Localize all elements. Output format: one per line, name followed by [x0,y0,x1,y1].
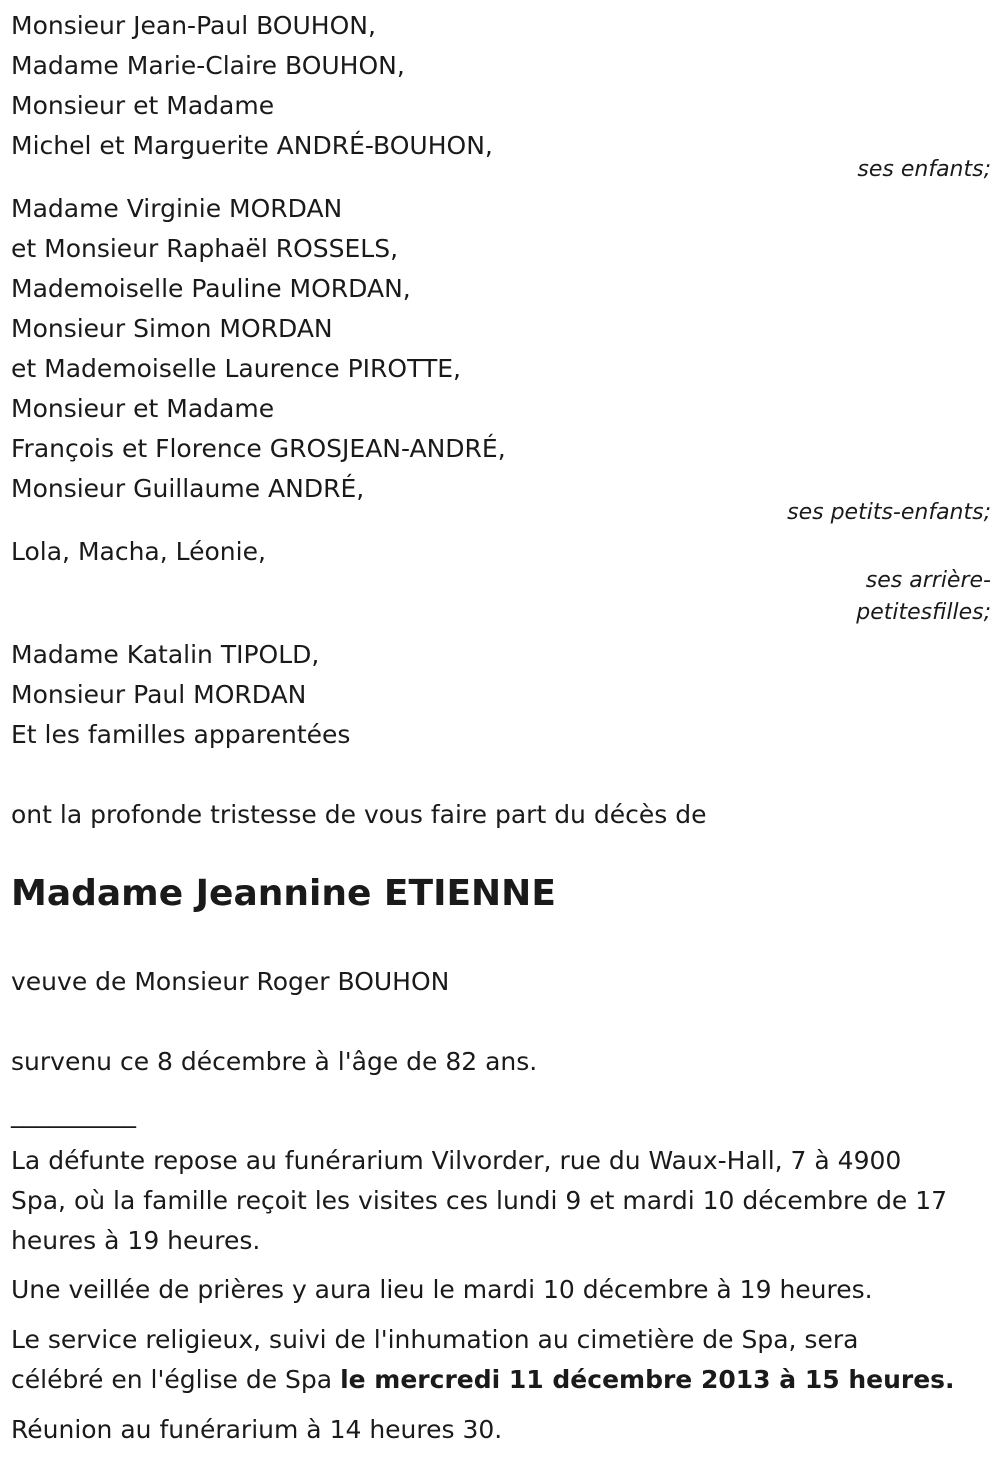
visitation-line: Spa, où la famille reçoit les visites ces lundi 9 et mardi 10 décembre de 17 [11,1186,948,1215]
family-member: Mademoiselle Pauline MORDAN, [11,274,411,303]
separator: __________ [11,1099,136,1128]
family-member: Monsieur Guillaume ANDRÉ, [11,474,365,503]
family-member: Et les familles apparentées [11,720,351,749]
family-member: Monsieur et Madame [11,91,275,120]
family-member: et Monsieur Raphaël ROSSELS, [11,234,399,263]
grandchildren-role: ses petits-enfants; [787,500,991,525]
visitation-line: La défunte repose au funérarium Vilvorder, rue du Waux-Hall, 7 à 4900 [11,1146,902,1175]
great-grandchildren: Lola, Macha, Léonie, [11,537,266,566]
family-member: Madame Marie-Claire BOUHON, [11,51,405,80]
family-member: Monsieur et Madame [11,394,275,423]
family-member: Madame Virginie MORDAN [11,194,343,223]
service-line: Le service religieux, suivi de l'inhumation au cimetière de Spa, sera [11,1325,859,1354]
role-line: petitesfilles; [856,600,991,625]
family-member: Madame Katalin TIPOLD, [11,640,320,669]
visitation-info [11,1141,947,1261]
family-member: Michel et Marguerite ANDRÉ-BOUHON, [11,131,493,160]
children-list [11,6,493,166]
deceased-name: Madame Jeannine ETIENNE [11,873,556,914]
visitation-line: heures à 19 heures. [11,1226,261,1255]
family-member: Monsieur Paul MORDAN [11,680,307,709]
service-line [11,1360,955,1400]
family-member: Monsieur Simon MORDAN [11,314,333,343]
reunion-info: Réunion au funérarium à 14 heures 30. [11,1415,503,1444]
widow-of: veuve de Monsieur Roger BOUHON [11,967,450,996]
family-member: François et Florence GROSJEAN-ANDRÉ, [11,434,506,463]
role-line: ses arrière- [865,568,991,593]
service-info [11,1320,955,1400]
great-grandchildren-role [856,565,991,629]
announcement: ont la profonde tristesse de vous faire part du décès de [11,800,707,829]
family-member: et Mademoiselle Laurence PIROTTE, [11,354,461,383]
death-info: survenu ce 8 décembre à l'âge de 82 ans. [11,1047,538,1076]
service-line-text: célébré en l'église de Spa [11,1365,341,1394]
family-member: Monsieur Jean-Paul BOUHON, [11,11,376,40]
vigil-info: Une veillée de prières y aura lieu le mardi 10 décembre à 19 heures. [11,1275,873,1304]
children-role: ses enfants; [857,157,991,182]
grandchildren-list [11,189,506,509]
service-date: le mercredi 11 décembre 2013 à 15 heures. [340,1365,955,1394]
others-list [11,635,350,755]
